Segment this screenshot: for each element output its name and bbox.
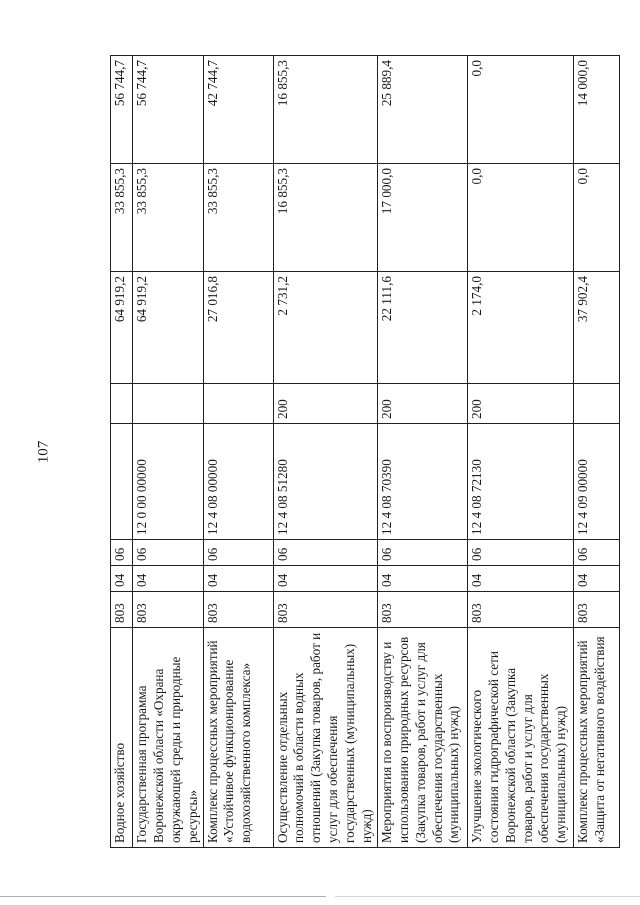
- cell-gr: 803: [111, 592, 133, 628]
- cell-vr: [133, 384, 204, 424]
- cell-cs: 12 4 09 00000: [573, 424, 619, 540]
- cell-year1: 37 902,4: [573, 272, 619, 384]
- cell-year3: 16 855,3: [273, 56, 377, 164]
- cell-vr: 200: [377, 384, 467, 424]
- cell-year1: 64 919,2: [133, 272, 204, 384]
- rotated-table-frame: [110, 56, 640, 848]
- cell-vr: [111, 384, 133, 424]
- cell-rz: 04: [203, 566, 273, 592]
- cell-pr: 06: [203, 540, 273, 566]
- table-row: [467, 56, 573, 848]
- cell-pr: 06: [573, 540, 619, 566]
- row-name: Государственная программа Воронежской области «Охрана окружающей среды и природные ресурсы»: [133, 628, 204, 848]
- row-name: Комплекс процессных мероприятий «Устойчивое функционирование водохозяйственного комплекса»: [203, 628, 273, 848]
- landscape-table-container: [110, 56, 640, 848]
- cell-gr: 803: [273, 592, 377, 628]
- cell-year2: 17 000,0: [377, 164, 467, 272]
- cell-vr: 200: [273, 384, 377, 424]
- cell-year3: 0,0: [467, 56, 573, 164]
- cell-year2: 0,0: [467, 164, 573, 272]
- cell-pr: 06: [133, 540, 204, 566]
- cell-year3: 56 744,7: [111, 56, 133, 164]
- cell-pr: 06: [377, 540, 467, 566]
- cell-vr: [203, 384, 273, 424]
- table-row: [273, 56, 377, 848]
- cell-year2: 33 855,3: [203, 164, 273, 272]
- cell-pr: 06: [111, 540, 133, 566]
- table-row: [111, 56, 133, 848]
- row-name: Мероприятия по воспроизводству и использованию природных ресурсов (Закупка товаров, работ и услуг для обеспечения государственных (муниципальных) нужд): [377, 628, 467, 848]
- cell-rz: 04: [111, 566, 133, 592]
- cell-pr: 06: [467, 540, 573, 566]
- cell-cs: 12 4 08 72130: [467, 424, 573, 540]
- cell-cs: 12 4 08 70390: [377, 424, 467, 540]
- cell-cs: 12 0 00 00000: [133, 424, 204, 540]
- row-name: Осуществление отдельных полномочий в области водных отношений (Закупка товаров, работ и услуг для обеспечения государственных (муниципальных) нужд): [273, 628, 377, 848]
- cell-vr: [573, 384, 619, 424]
- cell-year2: 33 855,3: [133, 164, 204, 272]
- table-row: [133, 56, 204, 848]
- cell-year1: 22 111,6: [377, 272, 467, 384]
- table-row: [377, 56, 467, 848]
- row-name: Комплекс процессных мероприятий «Защита от негативного воздействия: [573, 628, 619, 848]
- cell-gr: 803: [467, 592, 573, 628]
- cell-year3: 56 744,7: [133, 56, 204, 164]
- cell-year3: 42 744,7: [203, 56, 273, 164]
- scan-edge-line: [0, 896, 326, 897]
- cell-year2: 33 855,3: [111, 164, 133, 272]
- cell-rz: 04: [573, 566, 619, 592]
- table-row: [573, 56, 619, 848]
- cell-pr: 06: [273, 540, 377, 566]
- budget-table: [110, 55, 620, 848]
- cell-gr: 803: [203, 592, 273, 628]
- row-name: Улучшение экологического состояния гидрографической сети Воронежской области (Закупка товаров, работ и услуг для обеспечения государственных (муниципальных) нужд): [467, 628, 573, 848]
- cell-cs: 12 4 08 51280: [273, 424, 377, 540]
- cell-cs: 12 4 08 00000: [203, 424, 273, 540]
- cell-year1: 64 919,2: [111, 272, 133, 384]
- cell-gr: 803: [573, 592, 619, 628]
- cell-year3: 14 000,0: [573, 56, 619, 164]
- row-name: Водное хозяйство: [111, 628, 133, 848]
- cell-year1: 2 174,0: [467, 272, 573, 384]
- cell-year2: 16 855,3: [273, 164, 377, 272]
- cell-cs: [111, 424, 133, 540]
- cell-year1: 27 016,8: [203, 272, 273, 384]
- scan-edge-line-faint: [335, 896, 640, 897]
- cell-vr: 200: [467, 384, 573, 424]
- table-row: [203, 56, 273, 848]
- cell-gr: 803: [377, 592, 467, 628]
- cell-rz: 04: [377, 566, 467, 592]
- cell-rz: 04: [133, 566, 204, 592]
- cell-year2: 0,0: [573, 164, 619, 272]
- cell-year1: 2 731,2: [273, 272, 377, 384]
- cell-rz: 04: [467, 566, 573, 592]
- cell-rz: 04: [273, 566, 377, 592]
- cell-year3: 25 889,4: [377, 56, 467, 164]
- cell-gr: 803: [133, 592, 204, 628]
- page-number: 107: [35, 440, 52, 464]
